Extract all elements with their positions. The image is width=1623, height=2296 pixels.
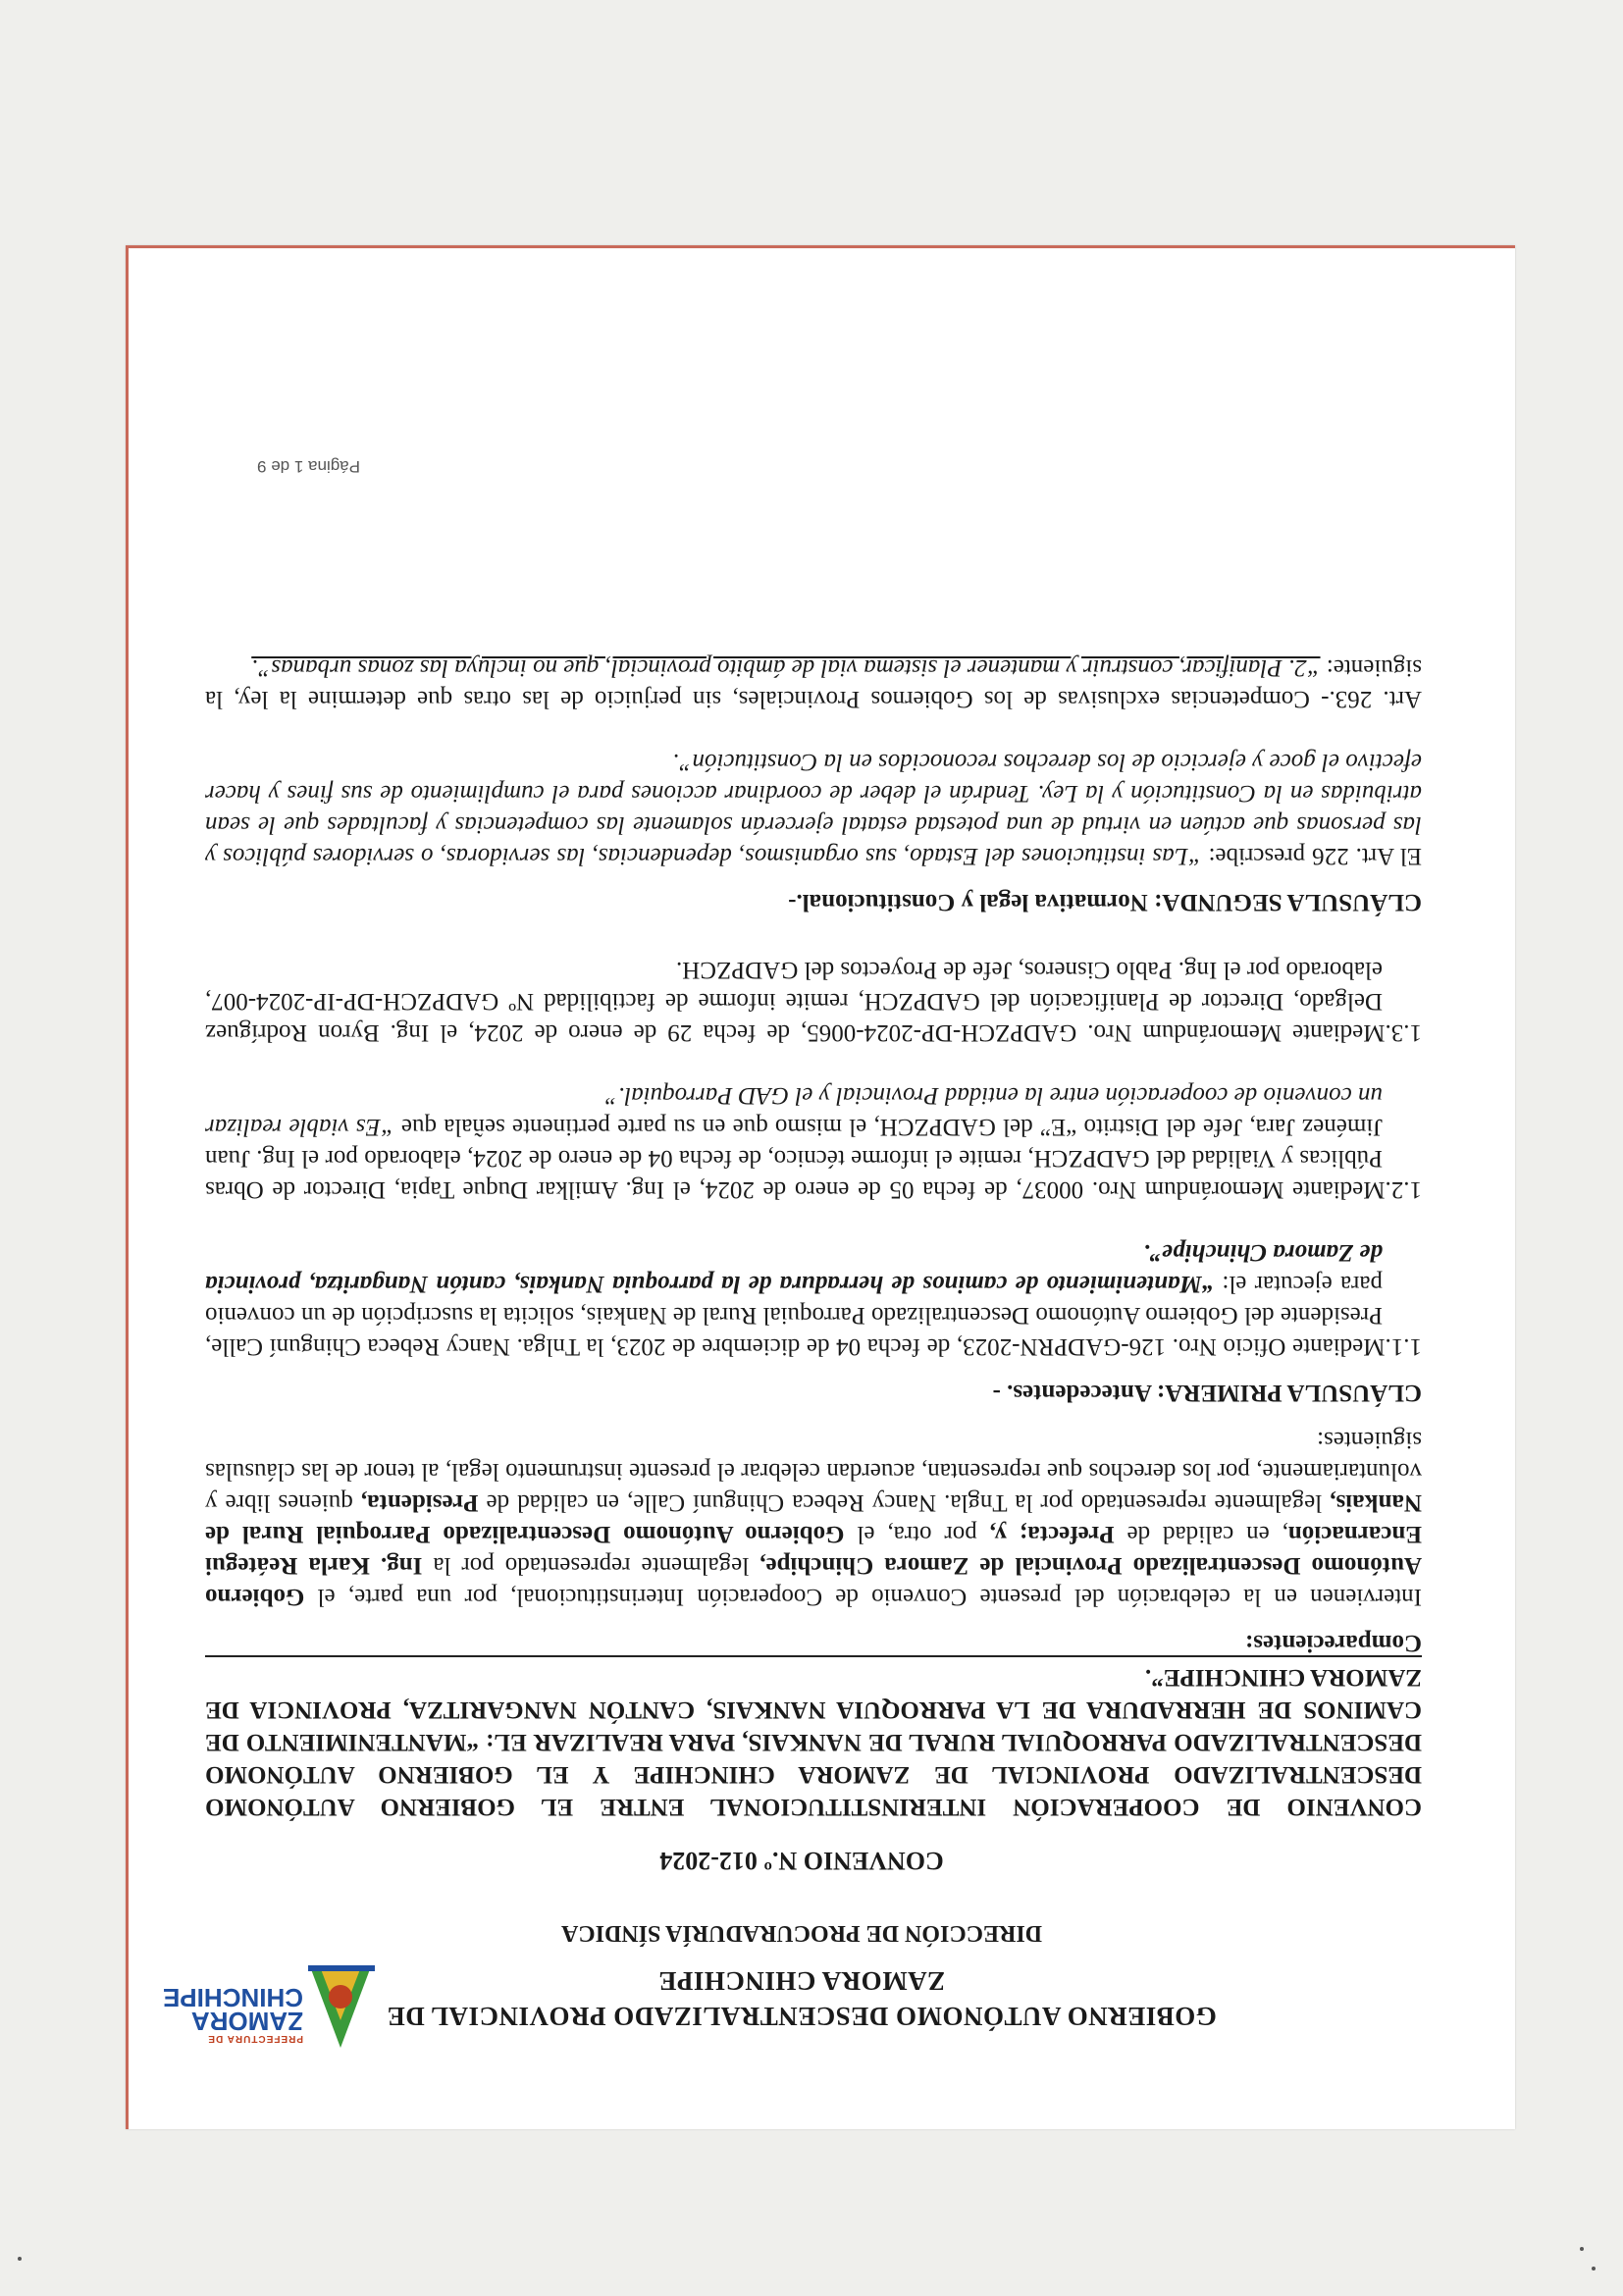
text-run: 1.2.Mediante Memorándum Nro. 00037, de fecha 05 de enero de 2024, el Ing. Amilkar Duque Tapia, Director de Obras Públicas y Vialidad del GADPZCH, remite el informe técnico, de fecha 04 de enero de 2024, elaborado por el Ing. Juan Jiménez Jara, Jefe del Distrito “E” del GADPZCH, el mismo que en su parte pertinente señala que	[205, 1114, 1422, 1203]
scan-dot	[1592, 2267, 1596, 2270]
bold-run: Presidenta,	[360, 1489, 479, 1516]
clause2-heading: CLÁUSULA SEGUNDA: Normativa legal y Constitucional.-	[788, 889, 1422, 915]
italic-run: “Las instituciones del Estado, sus organismos, dependencias, las servidoras, o servidores públicos y las personas que actúen en virtud de una potestad estatal ejercerán solamente las competencias y facultades que le sean atribuidas en la Constitución y la Ley. Tendrán el deber de coordinar acciones para el cumplimiento de sus fines y hacer efectivo el goce y ejercicio de los derechos reconocidos en la Constitución”.	[205, 749, 1422, 869]
logo-line2: CHINCHIPE	[162, 1983, 303, 2012]
page-content-rotated	[129, 248, 1515, 2129]
page-number: Página 1 de 9	[257, 457, 360, 476]
italic-run: “2. Planificar, construir y mantener el sistema vial de ámbito provincial, que no incluya las zonas urbanas”.	[251, 654, 1321, 681]
comparecientes-paragraph	[205, 1424, 1422, 1612]
logo-line1: ZAMORA	[190, 2007, 303, 2036]
bold-run: Prefecta; y,	[989, 1521, 1115, 1547]
header-line1: GOBIERNO AUTÓNOMO DESCENTRALIZADO PROVINCIAL DE	[387, 2002, 1217, 2031]
italic-run: “Es viable realizar un convenio de cooperación entre la entidad Provincial y el GAD Parroquial.”	[205, 1082, 1383, 1140]
scan-dot	[18, 2257, 22, 2261]
direction-title: DIRECCIÓN DE PROCURADURÍA SÍNDICA	[560, 1920, 1043, 1946]
bold-run: Ing. Karla Reátegui Encarnación	[205, 1521, 1422, 1579]
text-run: Art. 263.- Competencias exclusivas de los Gobiernos Provinciales, sin perjuicio de las otras que determine la ley, la siguiente:	[205, 654, 1422, 712]
clause1-heading: CLÁUSULA PRIMERA: Antecedentes. -	[992, 1380, 1422, 1406]
scan-dot	[1580, 2247, 1584, 2251]
text-run: , en calidad de	[1114, 1521, 1288, 1547]
text-run: El Art. 226 prescribe:	[1201, 843, 1422, 869]
clause1-item3: 1.3.Mediante Memorándum Nro. GADPZCH-DP-2024-0065, de fecha 29 de enero de 2024, el Ing. Byron Rodríguez Delgado, Director de Planificación del GADPZCH, remite informe de factibilidad Nº GADPZCH-DP-IP-2024-007, elaborado por el Ing. Pablo Cisneros, Jefe de Proyectos del GADPZCH.	[205, 957, 1422, 1046]
bold-run: Gobierno Autónomo Descentralizado Provincial de Zamora Chinchipe,	[205, 1552, 1422, 1610]
text-run: Intervienen en la celebración del presente Convenio de Cooperación Interinstitucional, por una parte, el	[304, 1584, 1422, 1610]
clause1-item2	[205, 1079, 1422, 1205]
bold-run: Gobierno Autónomo Descentralizado Parroquial Rural de Nankais,	[204, 1489, 1422, 1547]
text-run: quienes libre y voluntariamente, por los derechos que representan, acuerdan celebrar el presente instrumento legal, al tenor de las cláusulas siguientes:	[205, 1427, 1422, 1516]
art263-paragraph	[205, 652, 1422, 714]
text-run: legalmente representado por la Tngla. Nancy Rebeca Chinguní Calle, en calidad de	[478, 1489, 1331, 1516]
text-run: por otra, el	[844, 1521, 990, 1547]
text-run: 1.1.Mediante Oficio Nro. 126-GADPRN-2023, de fecha 04 de diciembre de 2023, la Tnlga. Nancy Rebeca Chinguní Calle, Presidente del Gobierno Autónomo Descentralizado Parroquial Rural de Nankais, solicita la suscripción de un convenio para ejecutar el:	[205, 1271, 1422, 1360]
agreement-number: CONVENIO N.º 012-2024	[659, 1847, 944, 1875]
document-page	[126, 245, 1515, 2129]
agreement-title: CONVENIO DE COOPERACIÓN INTERINSTITUCIONAL ENTRE EL GOBIERNO AUTÓNOMO DESCENTRALIZADO PROVINCIAL DE ZAMORA CHINCHIPE Y EL GOBIERNO AUTÓNOMO DESCENTRALIZADO PARROQUIAL RURAL DE NANKAIS, PARA REALIZAR EL: “MANTENIMIENTO DE CAMINOS DE HERRADURA DE LA PARROQUIA NANKAIS, CANTÓN NANGARITZA, PROVINCIA DE ZAMORA CHINCHIPE”.	[205, 1655, 1422, 1823]
institution-header	[311, 1963, 1292, 2034]
clause1-item1	[205, 1236, 1422, 1362]
logo-small-text: PREFECTURA DE	[207, 2033, 303, 2044]
comparecientes-heading: Comparecientes:	[1244, 1630, 1422, 1656]
logo-wordmark	[162, 1983, 303, 2044]
bold-italic-run: “Mantenimiento de caminos de herradura de la parroquia Nankais, cantón Nangaritza, provincia de Zamora Chinchipe”.	[204, 1239, 1383, 1297]
header-line2: ZAMORA CHINCHIPE	[657, 1966, 946, 1996]
text-run: legalmente representado por la	[422, 1552, 760, 1579]
art226-paragraph	[205, 746, 1422, 871]
